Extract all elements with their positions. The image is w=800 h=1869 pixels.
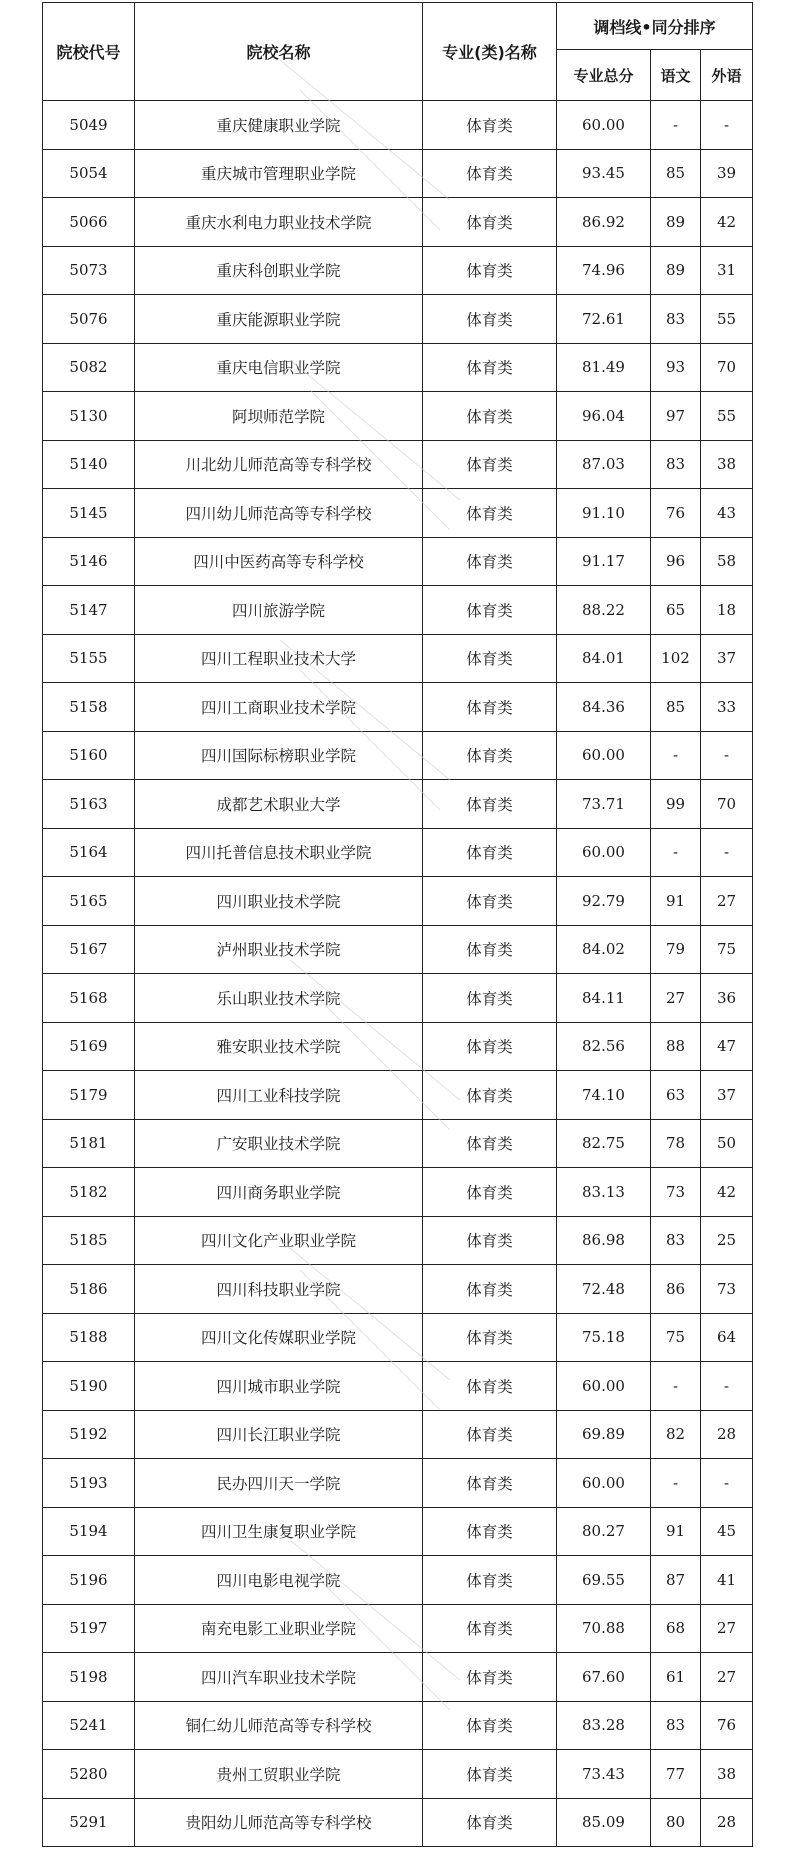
school-name-cell: 乐山职业技术学院	[135, 974, 423, 1023]
header-score-group: 调档线•同分排序	[557, 3, 753, 50]
major-name-cell: 体育类	[423, 731, 557, 780]
foreign-score-cell: -	[701, 731, 753, 780]
school-name-cell: 重庆能源职业学院	[135, 295, 423, 344]
school-name-cell: 成都艺术职业大学	[135, 780, 423, 829]
table-row	[43, 1313, 753, 1362]
total-score-cell: 83.28	[557, 1701, 651, 1750]
table-row	[43, 537, 753, 586]
foreign-score-cell: 50	[701, 1119, 753, 1168]
major-name-cell: 体育类	[423, 1750, 557, 1799]
school-name-cell: 四川城市职业学院	[135, 1362, 423, 1411]
school-name-cell: 四川科技职业学院	[135, 1265, 423, 1314]
school-name-cell: 重庆水利电力职业技术学院	[135, 198, 423, 247]
chinese-score-cell: 75	[651, 1313, 701, 1362]
major-name-cell: 体育类	[423, 1119, 557, 1168]
major-name-cell: 体育类	[423, 295, 557, 344]
total-score-cell: 86.98	[557, 1216, 651, 1265]
foreign-score-cell: 39	[701, 149, 753, 198]
table-body	[43, 101, 753, 1847]
chinese-score-cell: -	[651, 731, 701, 780]
chinese-score-cell: 61	[651, 1653, 701, 1702]
chinese-score-cell: 102	[651, 634, 701, 683]
major-name-cell: 体育类	[423, 1168, 557, 1217]
total-score-cell: 84.36	[557, 683, 651, 732]
major-name-cell: 体育类	[423, 1653, 557, 1702]
total-score-cell: 70.88	[557, 1604, 651, 1653]
header-major-name: 专业(类)名称	[423, 3, 557, 101]
chinese-score-cell: 79	[651, 925, 701, 974]
admission-score-table	[42, 2, 753, 1847]
school-name-cell: 阿坝师范学院	[135, 392, 423, 441]
major-name-cell: 体育类	[423, 198, 557, 247]
chinese-score-cell: 85	[651, 683, 701, 732]
chinese-score-cell: 65	[651, 586, 701, 635]
school-code-cell: 5182	[43, 1168, 135, 1217]
school-code-cell: 5185	[43, 1216, 135, 1265]
major-name-cell: 体育类	[423, 537, 557, 586]
school-name-cell: 广安职业技术学院	[135, 1119, 423, 1168]
school-code-cell: 5280	[43, 1750, 135, 1799]
table-row	[43, 586, 753, 635]
table-row	[43, 1653, 753, 1702]
table-row	[43, 1071, 753, 1120]
chinese-score-cell: 97	[651, 392, 701, 441]
major-name-cell: 体育类	[423, 1507, 557, 1556]
foreign-score-cell: -	[701, 1459, 753, 1508]
school-name-cell: 贵阳幼儿师范高等专科学校	[135, 1798, 423, 1847]
table-row	[43, 295, 753, 344]
total-score-cell: 91.17	[557, 537, 651, 586]
school-name-cell: 重庆科创职业学院	[135, 246, 423, 295]
foreign-score-cell: 38	[701, 1750, 753, 1799]
major-name-cell: 体育类	[423, 683, 557, 732]
school-code-cell: 5155	[43, 634, 135, 683]
major-name-cell: 体育类	[423, 925, 557, 974]
major-name-cell: 体育类	[423, 149, 557, 198]
chinese-score-cell: -	[651, 828, 701, 877]
major-name-cell: 体育类	[423, 1701, 557, 1750]
total-score-cell: 82.56	[557, 1022, 651, 1071]
foreign-score-cell: 70	[701, 343, 753, 392]
foreign-score-cell: 73	[701, 1265, 753, 1314]
total-score-cell: 72.61	[557, 295, 651, 344]
total-score-cell: 73.43	[557, 1750, 651, 1799]
foreign-score-cell: 37	[701, 1071, 753, 1120]
school-code-cell: 5066	[43, 198, 135, 247]
foreign-score-cell: 41	[701, 1556, 753, 1605]
foreign-score-cell: 55	[701, 295, 753, 344]
school-name-cell: 重庆城市管理职业学院	[135, 149, 423, 198]
chinese-score-cell: 89	[651, 246, 701, 295]
header-chinese: 语文	[651, 50, 701, 101]
school-code-cell: 5165	[43, 877, 135, 926]
total-score-cell: 74.10	[557, 1071, 651, 1120]
major-name-cell: 体育类	[423, 780, 557, 829]
table-row	[43, 634, 753, 683]
school-name-cell: 四川长江职业学院	[135, 1410, 423, 1459]
total-score-cell: 80.27	[557, 1507, 651, 1556]
total-score-cell: 60.00	[557, 101, 651, 150]
total-score-cell: 84.01	[557, 634, 651, 683]
major-name-cell: 体育类	[423, 440, 557, 489]
school-code-cell: 5186	[43, 1265, 135, 1314]
school-code-cell: 5190	[43, 1362, 135, 1411]
school-code-cell: 5163	[43, 780, 135, 829]
major-name-cell: 体育类	[423, 343, 557, 392]
chinese-score-cell: 89	[651, 198, 701, 247]
foreign-score-cell: 64	[701, 1313, 753, 1362]
school-code-cell: 5140	[43, 440, 135, 489]
school-name-cell: 贵州工贸职业学院	[135, 1750, 423, 1799]
total-score-cell: 82.75	[557, 1119, 651, 1168]
school-code-cell: 5188	[43, 1313, 135, 1362]
chinese-score-cell: 73	[651, 1168, 701, 1217]
school-name-cell: 川北幼儿师范高等专科学校	[135, 440, 423, 489]
chinese-score-cell: 78	[651, 1119, 701, 1168]
foreign-score-cell: 47	[701, 1022, 753, 1071]
school-code-cell: 5196	[43, 1556, 135, 1605]
chinese-score-cell: 83	[651, 1216, 701, 1265]
school-name-cell: 四川国际标榜职业学院	[135, 731, 423, 780]
table-row	[43, 1556, 753, 1605]
total-score-cell: 84.11	[557, 974, 651, 1023]
foreign-score-cell: 45	[701, 1507, 753, 1556]
total-score-cell: 81.49	[557, 343, 651, 392]
table-row	[43, 440, 753, 489]
school-name-cell: 四川托普信息技术职业学院	[135, 828, 423, 877]
school-code-cell: 5169	[43, 1022, 135, 1071]
table-row	[43, 974, 753, 1023]
school-name-cell: 泸州职业技术学院	[135, 925, 423, 974]
table-row	[43, 1168, 753, 1217]
total-score-cell: 86.92	[557, 198, 651, 247]
school-name-cell: 四川工业科技学院	[135, 1071, 423, 1120]
school-name-cell: 南充电影工业职业学院	[135, 1604, 423, 1653]
foreign-score-cell: 75	[701, 925, 753, 974]
school-code-cell: 5167	[43, 925, 135, 974]
school-name-cell: 四川文化产业职业学院	[135, 1216, 423, 1265]
foreign-score-cell: 33	[701, 683, 753, 732]
total-score-cell: 60.00	[557, 828, 651, 877]
total-score-cell: 93.45	[557, 149, 651, 198]
foreign-score-cell: 31	[701, 246, 753, 295]
table-row	[43, 1410, 753, 1459]
major-name-cell: 体育类	[423, 1798, 557, 1847]
major-name-cell: 体育类	[423, 828, 557, 877]
school-code-cell: 5145	[43, 489, 135, 538]
table-row	[43, 683, 753, 732]
chinese-score-cell: 96	[651, 537, 701, 586]
major-name-cell: 体育类	[423, 586, 557, 635]
table-row	[43, 1459, 753, 1508]
total-score-cell: 84.02	[557, 925, 651, 974]
school-code-cell: 5179	[43, 1071, 135, 1120]
foreign-score-cell: 37	[701, 634, 753, 683]
school-code-cell: 5147	[43, 586, 135, 635]
school-code-cell: 5197	[43, 1604, 135, 1653]
school-code-cell: 5073	[43, 246, 135, 295]
school-name-cell: 四川汽车职业技术学院	[135, 1653, 423, 1702]
table-row	[43, 925, 753, 974]
school-code-cell: 5194	[43, 1507, 135, 1556]
school-name-cell: 四川电影电视学院	[135, 1556, 423, 1605]
school-code-cell: 5054	[43, 149, 135, 198]
school-code-cell: 5168	[43, 974, 135, 1023]
chinese-score-cell: 99	[651, 780, 701, 829]
foreign-score-cell: 76	[701, 1701, 753, 1750]
major-name-cell: 体育类	[423, 1410, 557, 1459]
school-code-cell: 5192	[43, 1410, 135, 1459]
total-score-cell: 96.04	[557, 392, 651, 441]
total-score-cell: 88.22	[557, 586, 651, 635]
total-score-cell: 92.79	[557, 877, 651, 926]
total-score-cell: 83.13	[557, 1168, 651, 1217]
major-name-cell: 体育类	[423, 392, 557, 441]
chinese-score-cell: 93	[651, 343, 701, 392]
foreign-score-cell: 28	[701, 1798, 753, 1847]
school-name-cell: 四川工商职业技术学院	[135, 683, 423, 732]
school-code-cell: 5164	[43, 828, 135, 877]
school-code-cell: 5146	[43, 537, 135, 586]
major-name-cell: 体育类	[423, 489, 557, 538]
foreign-score-cell: -	[701, 828, 753, 877]
school-code-cell: 5076	[43, 295, 135, 344]
foreign-score-cell: 70	[701, 780, 753, 829]
school-name-cell: 重庆电信职业学院	[135, 343, 423, 392]
school-code-cell: 5241	[43, 1701, 135, 1750]
major-name-cell: 体育类	[423, 1071, 557, 1120]
major-name-cell: 体育类	[423, 1216, 557, 1265]
table-row	[43, 1265, 753, 1314]
school-code-cell: 5198	[43, 1653, 135, 1702]
school-code-cell: 5130	[43, 392, 135, 441]
total-score-cell: 91.10	[557, 489, 651, 538]
school-code-cell: 5158	[43, 683, 135, 732]
table-row	[43, 1798, 753, 1847]
foreign-score-cell: 18	[701, 586, 753, 635]
school-name-cell: 四川商务职业学院	[135, 1168, 423, 1217]
school-name-cell: 民办四川天一学院	[135, 1459, 423, 1508]
major-name-cell: 体育类	[423, 1604, 557, 1653]
major-name-cell: 体育类	[423, 1265, 557, 1314]
school-name-cell: 四川文化传媒职业学院	[135, 1313, 423, 1362]
admission-table-sheet	[42, 2, 753, 1847]
table-row	[43, 149, 753, 198]
header-foreign-language: 外语	[701, 50, 753, 101]
table-row	[43, 343, 753, 392]
school-code-cell: 5193	[43, 1459, 135, 1508]
school-name-cell: 四川职业技术学院	[135, 877, 423, 926]
table-row	[43, 101, 753, 150]
chinese-score-cell: 86	[651, 1265, 701, 1314]
table-row	[43, 198, 753, 247]
total-score-cell: 85.09	[557, 1798, 651, 1847]
header-total-score: 专业总分	[557, 50, 651, 101]
table-row	[43, 1022, 753, 1071]
major-name-cell: 体育类	[423, 1022, 557, 1071]
header-school-name: 院校名称	[135, 3, 423, 101]
foreign-score-cell: 43	[701, 489, 753, 538]
foreign-score-cell: -	[701, 1362, 753, 1411]
total-score-cell: 72.48	[557, 1265, 651, 1314]
foreign-score-cell: 27	[701, 1653, 753, 1702]
school-code-cell: 5291	[43, 1798, 135, 1847]
major-name-cell: 体育类	[423, 877, 557, 926]
total-score-cell: 73.71	[557, 780, 651, 829]
total-score-cell: 74.96	[557, 246, 651, 295]
total-score-cell: 75.18	[557, 1313, 651, 1362]
table-row	[43, 1604, 753, 1653]
foreign-score-cell: 27	[701, 877, 753, 926]
header-school-code: 院校代号	[43, 3, 135, 101]
major-name-cell: 体育类	[423, 1556, 557, 1605]
total-score-cell: 60.00	[557, 731, 651, 780]
chinese-score-cell: -	[651, 1362, 701, 1411]
total-score-cell: 69.89	[557, 1410, 651, 1459]
total-score-cell: 60.00	[557, 1459, 651, 1508]
foreign-score-cell: 36	[701, 974, 753, 1023]
table-row	[43, 1507, 753, 1556]
chinese-score-cell: 63	[651, 1071, 701, 1120]
chinese-score-cell: -	[651, 1459, 701, 1508]
chinese-score-cell: -	[651, 101, 701, 150]
chinese-score-cell: 68	[651, 1604, 701, 1653]
school-code-cell: 5160	[43, 731, 135, 780]
major-name-cell: 体育类	[423, 974, 557, 1023]
chinese-score-cell: 27	[651, 974, 701, 1023]
foreign-score-cell: -	[701, 101, 753, 150]
major-name-cell: 体育类	[423, 101, 557, 150]
chinese-score-cell: 82	[651, 1410, 701, 1459]
major-name-cell: 体育类	[423, 1313, 557, 1362]
chinese-score-cell: 76	[651, 489, 701, 538]
chinese-score-cell: 91	[651, 877, 701, 926]
major-name-cell: 体育类	[423, 1362, 557, 1411]
major-name-cell: 体育类	[423, 634, 557, 683]
school-name-cell: 四川中医药高等专科学校	[135, 537, 423, 586]
school-name-cell: 四川卫生康复职业学院	[135, 1507, 423, 1556]
school-code-cell: 5181	[43, 1119, 135, 1168]
table-row	[43, 1701, 753, 1750]
foreign-score-cell: 27	[701, 1604, 753, 1653]
table-row	[43, 246, 753, 295]
chinese-score-cell: 77	[651, 1750, 701, 1799]
school-name-cell: 重庆健康职业学院	[135, 101, 423, 150]
table-row	[43, 1216, 753, 1265]
major-name-cell: 体育类	[423, 246, 557, 295]
chinese-score-cell: 85	[651, 149, 701, 198]
foreign-score-cell: 28	[701, 1410, 753, 1459]
chinese-score-cell: 87	[651, 1556, 701, 1605]
chinese-score-cell: 83	[651, 295, 701, 344]
school-name-cell: 四川工程职业技术大学	[135, 634, 423, 683]
total-score-cell: 67.60	[557, 1653, 651, 1702]
table-row	[43, 780, 753, 829]
foreign-score-cell: 25	[701, 1216, 753, 1265]
table-row	[43, 1119, 753, 1168]
foreign-score-cell: 58	[701, 537, 753, 586]
chinese-score-cell: 88	[651, 1022, 701, 1071]
table-row	[43, 731, 753, 780]
school-name-cell: 四川旅游学院	[135, 586, 423, 635]
foreign-score-cell: 42	[701, 198, 753, 247]
chinese-score-cell: 83	[651, 1701, 701, 1750]
total-score-cell: 87.03	[557, 440, 651, 489]
total-score-cell: 60.00	[557, 1362, 651, 1411]
table-row	[43, 828, 753, 877]
chinese-score-cell: 91	[651, 1507, 701, 1556]
foreign-score-cell: 55	[701, 392, 753, 441]
table-row	[43, 392, 753, 441]
chinese-score-cell: 83	[651, 440, 701, 489]
major-name-cell: 体育类	[423, 1459, 557, 1508]
table-row	[43, 877, 753, 926]
foreign-score-cell: 38	[701, 440, 753, 489]
school-name-cell: 四川幼儿师范高等专科学校	[135, 489, 423, 538]
foreign-score-cell: 42	[701, 1168, 753, 1217]
table-row	[43, 489, 753, 538]
table-row	[43, 1362, 753, 1411]
school-name-cell: 铜仁幼儿师范高等专科学校	[135, 1701, 423, 1750]
school-code-cell: 5082	[43, 343, 135, 392]
total-score-cell: 69.55	[557, 1556, 651, 1605]
chinese-score-cell: 80	[651, 1798, 701, 1847]
table-row	[43, 1750, 753, 1799]
school-name-cell: 雅安职业技术学院	[135, 1022, 423, 1071]
school-code-cell: 5049	[43, 101, 135, 150]
